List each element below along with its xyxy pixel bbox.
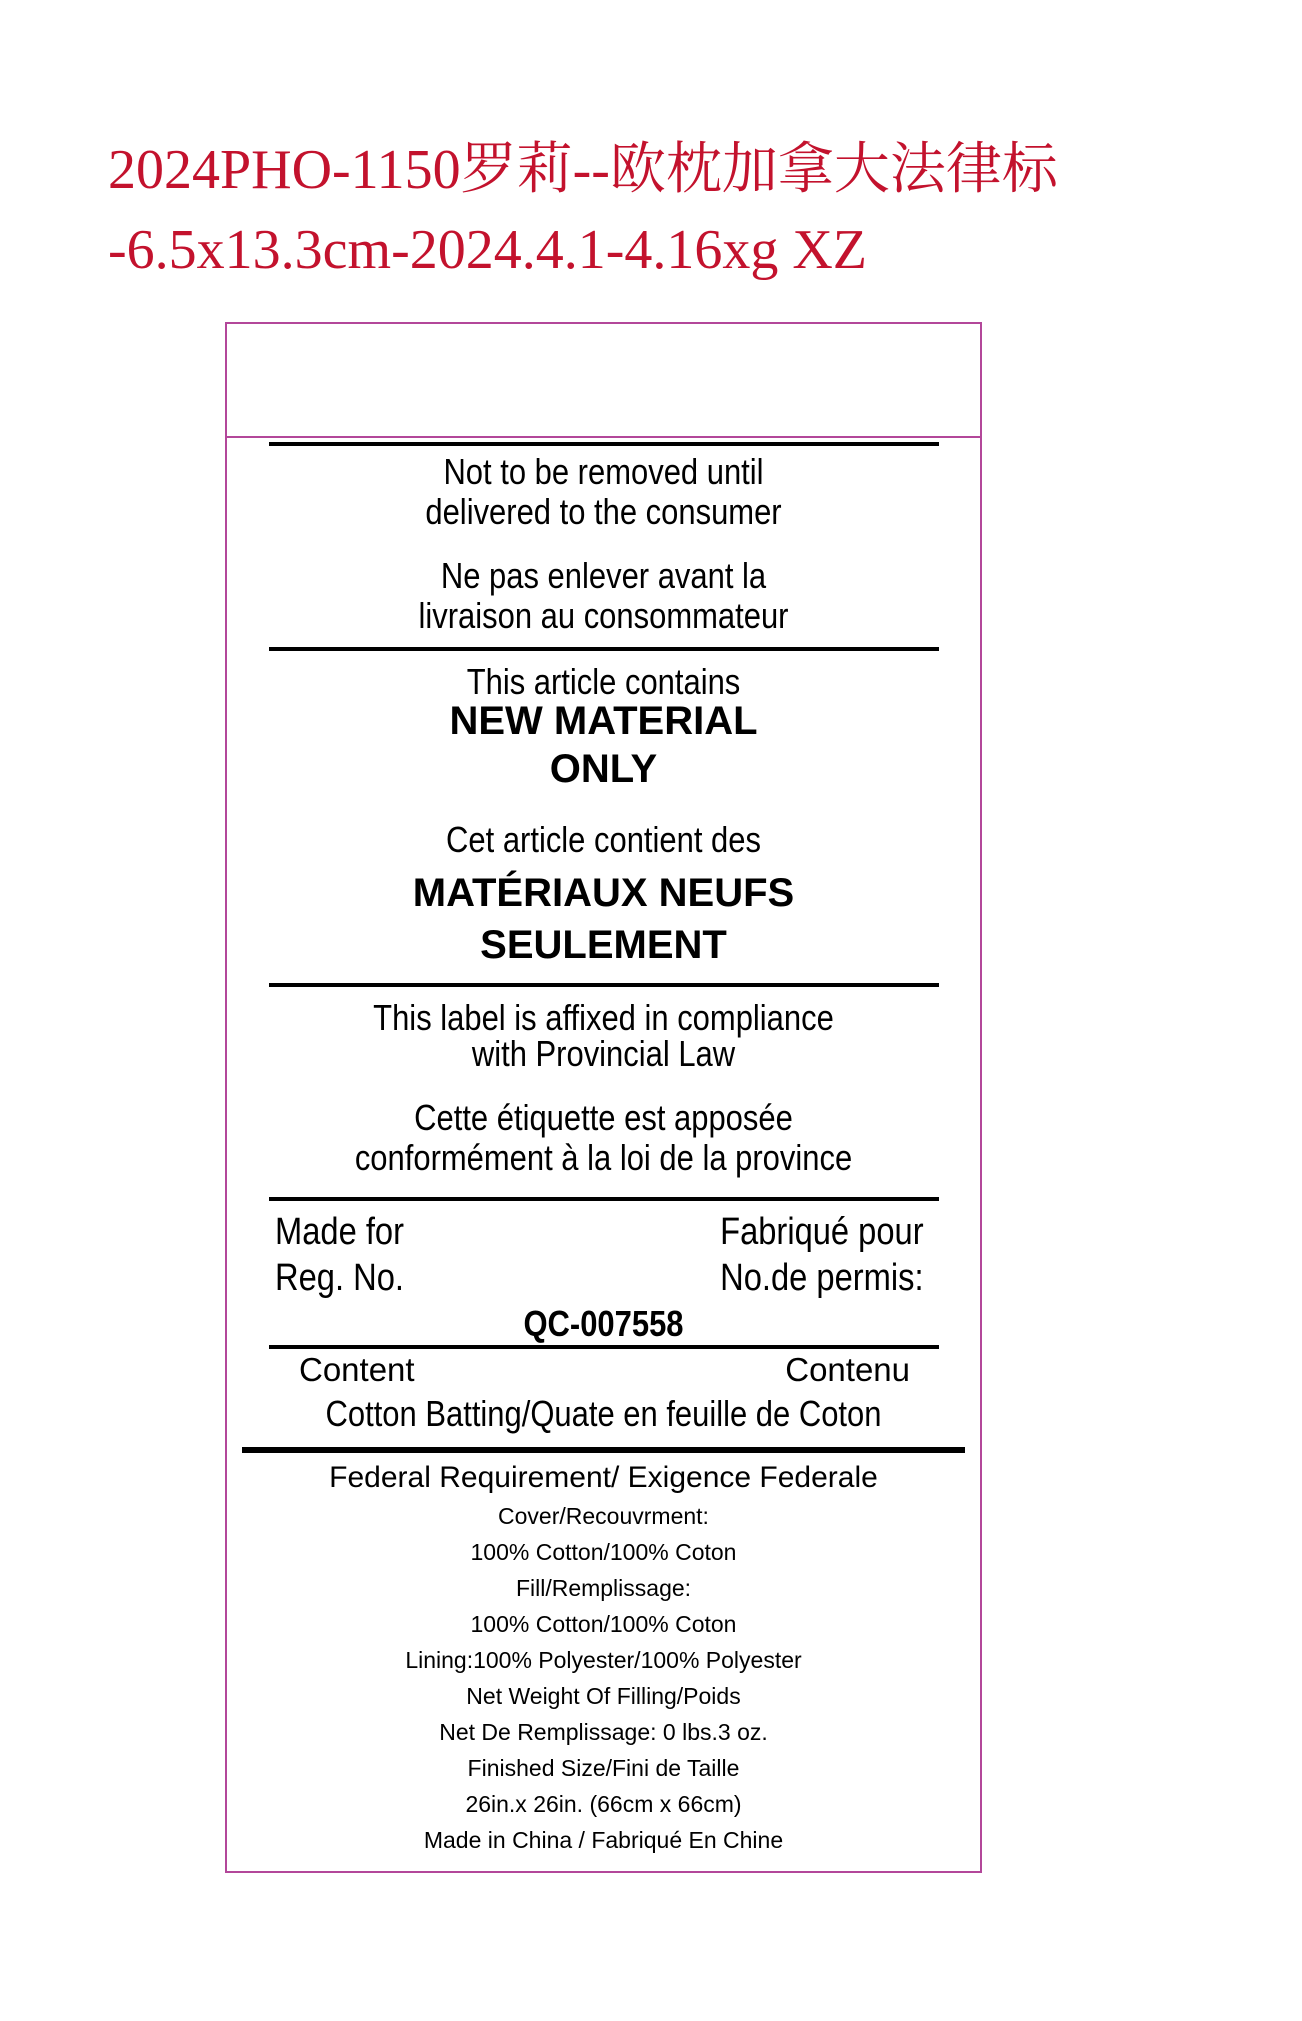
fabrique-pour: Fabriqué pour	[720, 1211, 924, 1253]
rule-2	[269, 647, 939, 651]
federal-line-5: Lining:100% Polyester/100% Polyester	[405, 1647, 802, 1673]
federal-title: Federal Requirement/ Exigence Federale	[329, 1461, 878, 1494]
contains-en: This article contains	[466, 661, 741, 702]
federal-line-10: Made in China / Fabriqué En Chine	[423, 1827, 784, 1853]
rule-3	[269, 983, 939, 987]
federal-line-6: Net Weight Of Filling/Poids	[466, 1683, 741, 1709]
rule-4	[269, 1197, 939, 1201]
contenu-label: Contenu	[785, 1351, 910, 1388]
materiaux-line1: MATÉRIAUX NEUFS	[412, 871, 795, 915]
federal-line-8: Finished Size/Fini de Taille	[467, 1755, 740, 1781]
care-label	[225, 322, 982, 1873]
removal-en-line1: Not to be removed until	[443, 451, 764, 492]
materiaux-line2: SEULEMENT	[480, 923, 727, 967]
removal-fr-line1: Ne pas enlever avant la	[440, 555, 767, 596]
compliance-fr-line2: conformément à la loi de la province	[354, 1137, 853, 1178]
content-value: Cotton Batting/Quate en feuille de Coton	[325, 1393, 882, 1434]
federal-line-7: Net De Remplissage: 0 lbs.3 oz.	[439, 1719, 768, 1745]
header-title-line2: -6.5x13.3cm-2024.4.1-4.16xg XZ	[108, 219, 868, 281]
new-material-line1: NEW MATERIAL	[449, 699, 758, 743]
header-title-line1: 2024PHO-1150罗莉--欧枕加拿大法律标	[108, 139, 1058, 201]
contains-fr: Cet article contient des	[446, 819, 761, 860]
content-label: Content	[299, 1351, 415, 1388]
rule-1	[269, 442, 939, 446]
reg-number: QC-007558	[523, 1303, 684, 1344]
new-material-line2: ONLY	[549, 747, 658, 791]
federal-line-2: 100% Cotton/100% Coton	[470, 1539, 737, 1565]
no-permis: No.de permis:	[720, 1257, 924, 1299]
federal-line-4: 100% Cotton/100% Coton	[470, 1611, 737, 1637]
compliance-en-line2: with Provincial Law	[471, 1033, 736, 1074]
compliance-fr-line1: Cette étiquette est apposée	[414, 1097, 793, 1138]
compliance-en-line1: This label is affixed in compliance	[373, 997, 834, 1038]
removal-fr-line2: livraison au consommateur	[418, 595, 789, 636]
rule-6-thick	[242, 1447, 965, 1453]
made-for: Made for	[275, 1211, 404, 1253]
rule-5	[269, 1345, 939, 1349]
federal-line-1: Cover/Recouvrment:	[498, 1503, 709, 1529]
removal-en-line2: delivered to the consumer	[425, 491, 782, 532]
federal-line-9: 26in.x 26in. (66cm x 66cm)	[465, 1791, 742, 1817]
label-top-divider	[227, 436, 980, 438]
reg-no: Reg. No.	[275, 1257, 404, 1299]
federal-line-3: Fill/Remplissage:	[515, 1575, 692, 1601]
